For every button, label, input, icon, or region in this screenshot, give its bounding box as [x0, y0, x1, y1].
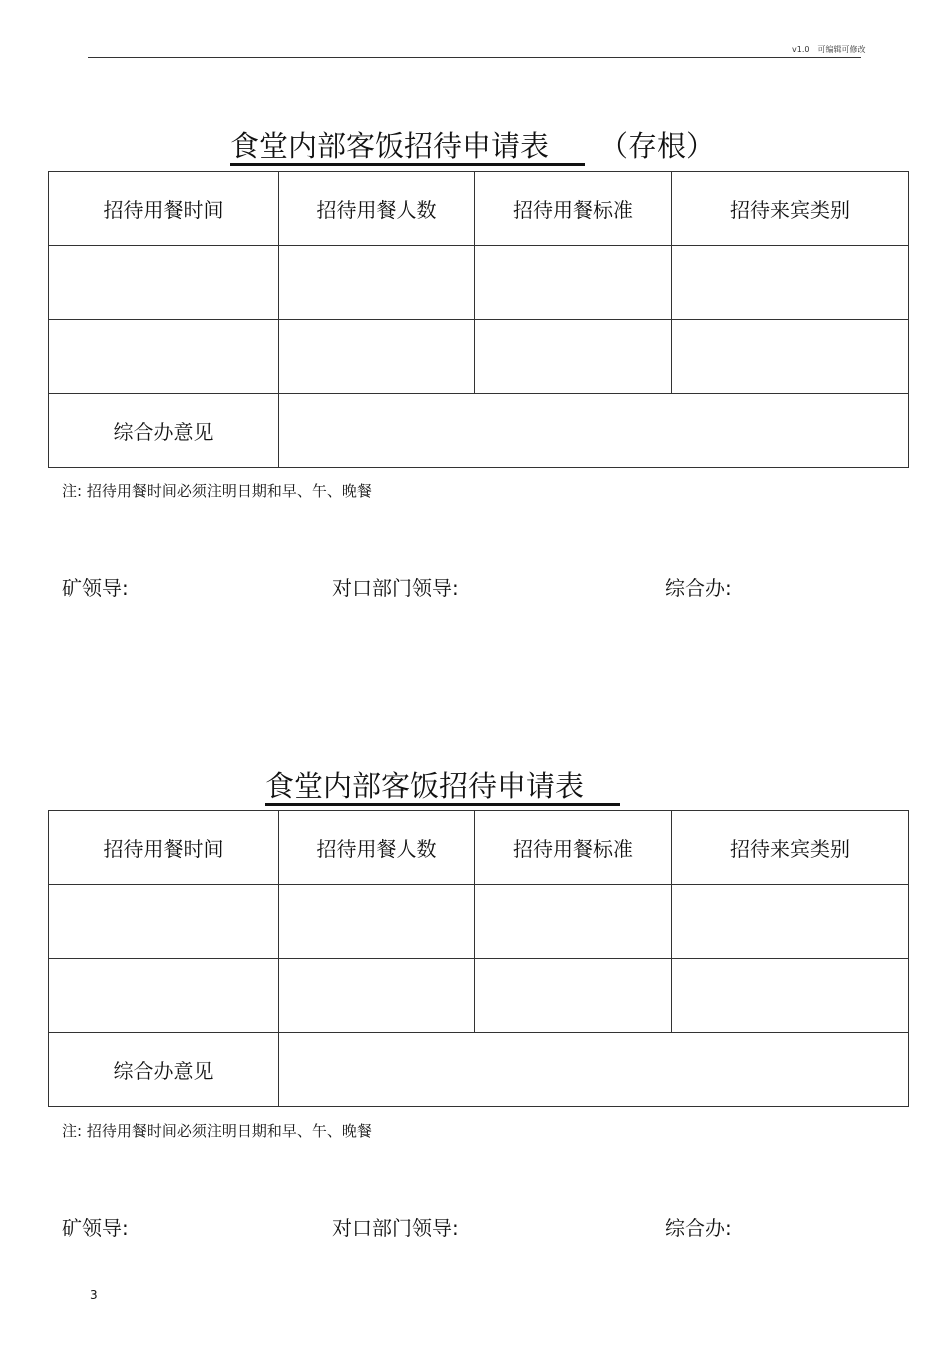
table-header-row	[49, 811, 909, 885]
table-row	[49, 959, 909, 1033]
form2-table	[48, 810, 909, 1107]
input-cell[interactable]	[475, 246, 672, 320]
column-header-guest-count: 招待用餐人数	[279, 172, 475, 246]
form2-sig-mine-leader: 矿领导:	[62, 1216, 129, 1240]
input-cell[interactable]	[475, 885, 672, 959]
version-label: v1.0 可编辑可修改	[792, 45, 866, 54]
opinion-input-cell[interactable]	[279, 394, 909, 468]
input-cell[interactable]	[279, 885, 475, 959]
opinion-row	[49, 1033, 909, 1107]
form2-sig-dept-leader: 对口部门领导:	[332, 1216, 459, 1240]
input-cell[interactable]	[49, 246, 279, 320]
input-cell[interactable]	[672, 320, 909, 394]
input-cell[interactable]	[672, 959, 909, 1033]
column-header-meal-time: 招待用餐时间	[49, 811, 279, 885]
form2-title-block	[265, 768, 620, 806]
input-cell[interactable]	[279, 959, 475, 1033]
form2-sig-office: 综合办:	[665, 1216, 732, 1240]
column-header-guest-category: 招待来宾类别	[672, 172, 909, 246]
column-header-guest-count: 招待用餐人数	[279, 811, 475, 885]
form2-title: 食堂内部客饭招待申请表	[265, 769, 620, 806]
form1-table	[48, 171, 909, 468]
input-cell[interactable]	[49, 885, 279, 959]
form1-sig-mine-leader: 矿领导:	[62, 576, 129, 600]
input-cell[interactable]	[279, 246, 475, 320]
input-cell[interactable]	[672, 246, 909, 320]
input-cell[interactable]	[672, 885, 909, 959]
table-row	[49, 320, 909, 394]
form2-note: 注: 招待用餐时间必须注明日期和早、午、晚餐	[62, 1122, 372, 1140]
input-cell[interactable]	[49, 959, 279, 1033]
table-row	[49, 885, 909, 959]
table-header-row	[49, 172, 909, 246]
form1-title-block	[230, 128, 715, 166]
form1-note: 注: 招待用餐时间必须注明日期和早、午、晚餐	[62, 482, 372, 500]
column-header-guest-category: 招待来宾类别	[672, 811, 909, 885]
form1-title-suffix: （存根）	[599, 129, 716, 163]
column-header-meal-standard: 招待用餐标准	[475, 172, 672, 246]
form1-sig-dept-leader: 对口部门领导:	[332, 576, 459, 600]
input-cell[interactable]	[49, 320, 279, 394]
header-rule	[88, 57, 861, 58]
opinion-row	[49, 394, 909, 468]
opinion-input-cell[interactable]	[279, 1033, 909, 1107]
form1-title: 食堂内部客饭招待申请表	[230, 129, 585, 166]
column-header-meal-time: 招待用餐时间	[49, 172, 279, 246]
input-cell[interactable]	[279, 320, 475, 394]
column-header-meal-standard: 招待用餐标准	[475, 811, 672, 885]
opinion-label: 综合办意见	[49, 1033, 279, 1107]
input-cell[interactable]	[475, 959, 672, 1033]
opinion-label: 综合办意见	[49, 394, 279, 468]
input-cell[interactable]	[475, 320, 672, 394]
page-number: 3	[90, 1288, 98, 1302]
table-row	[49, 246, 909, 320]
form1-sig-office: 综合办:	[665, 576, 732, 600]
